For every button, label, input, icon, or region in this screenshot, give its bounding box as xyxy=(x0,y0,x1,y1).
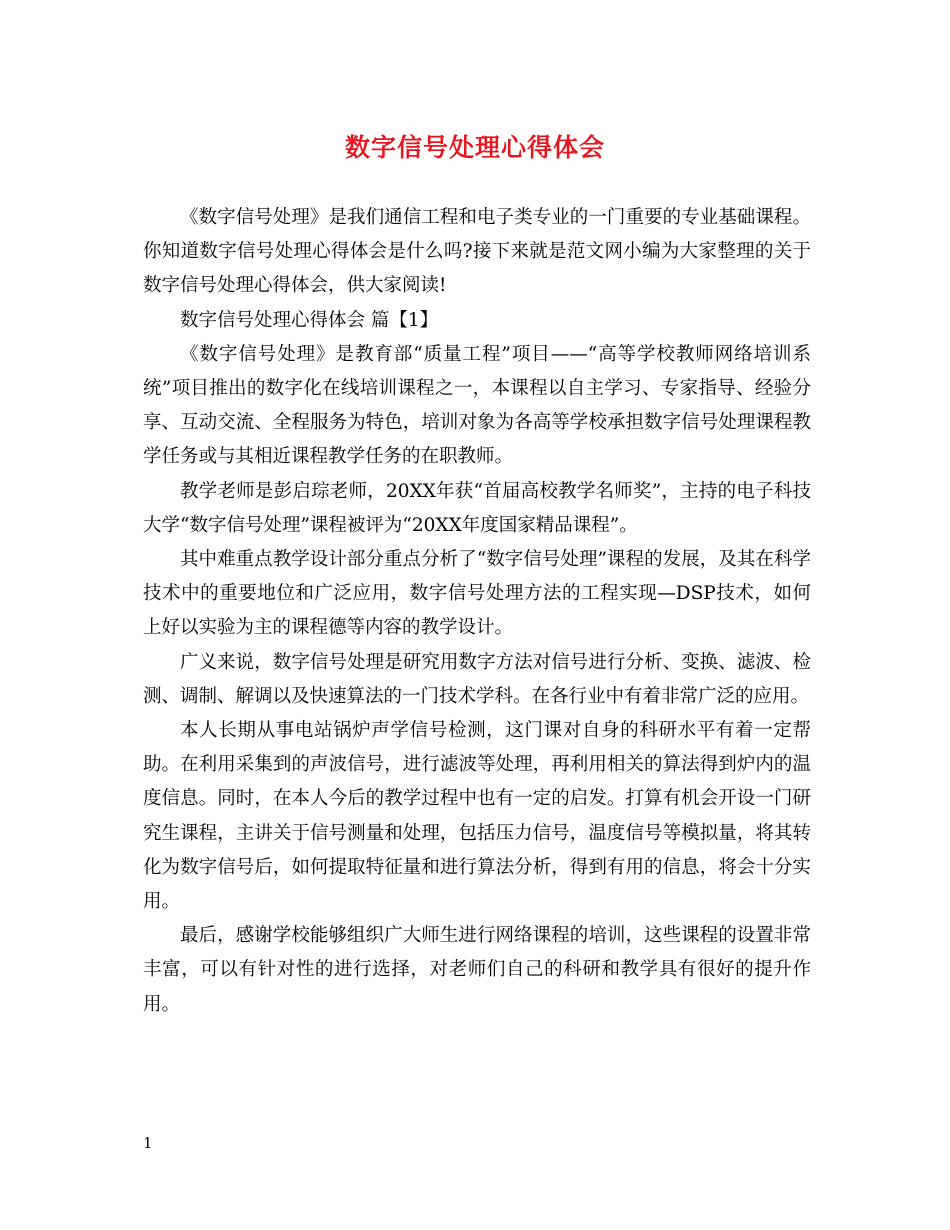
document-title: 数字信号处理心得体会 xyxy=(344,133,605,162)
page-number: 1 xyxy=(143,1134,153,1152)
paragraph-conclusion: 最后，感谢学校能够组织广大师生进行网络课程的培训，这些课程的设置非常丰富，可以有针对性的进行选择，对老师们自己的科研和教学具有很好的提升作用。 xyxy=(143,925,811,1015)
paragraph-intro: 《数字信号处理》是我们通信工程和电子类专业的一门重要的专业基础课程。你知道数字信号处理心得体会是什么吗?接下来就是范文网小编为大家整理的关于数字信号处理心得体会，供大家阅读! xyxy=(143,207,811,297)
document-body xyxy=(143,201,811,1022)
paragraph-definition: 广义来说，数字信号处理是研究用数字方法对信号进行分析、变换、滤波、检测、调制、解调以及快速算法的一门技术学科。在各行业中有着非常广泛的应用。 xyxy=(143,651,811,707)
paragraph-instructor: 教学老师是彭启琮老师，20XX年获“首届高校教学名师奖”，主持的电子科技大学“数字信号处理”课程被评为“20XX年度国家精品课程”。 xyxy=(143,480,811,536)
section-heading: 数字信号处理心得体会 篇【1】 xyxy=(180,309,439,331)
paragraph-course-overview: 《数字信号处理》是教育部“质量工程”项目——“高等学校教师网络培训系统”项目推出的数字化在线培训课程之一，本课程以自主学习、专家指导、经验分享、互动交流、全程服务为特色，培训对象为各高等学校承担数字信号处理课程教学任务或与其相近课程教学任务的在职教师。 xyxy=(143,343,811,468)
paragraph-personal-experience: 本人长期从事电站锅炉声学信号检测，这门课对自身的科研水平有着一定帮助。在利用采集到的声波信号，进行滤波等处理，再利用相关的算法得到炉内的温度信息。同时，在本人今后的教学过程中也有一定的启发。打算有机会开设一门研究生课程，主讲关于信号测量和处理，包括压力信号，温度信号等模拟量，将其转化为数字信号后，如何提取特征量和进行算法分析，得到有用的信息，将会十分实用。 xyxy=(143,720,811,913)
paragraph-teaching-design: 其中难重点教学设计部分重点分析了“数字信号处理”课程的发展，及其在科学技术中的重要地位和广泛应用，数字信号处理方法的工程实现—DSP技术，如何上好以实验为主的课程德等内容的教学设计。 xyxy=(143,549,811,639)
